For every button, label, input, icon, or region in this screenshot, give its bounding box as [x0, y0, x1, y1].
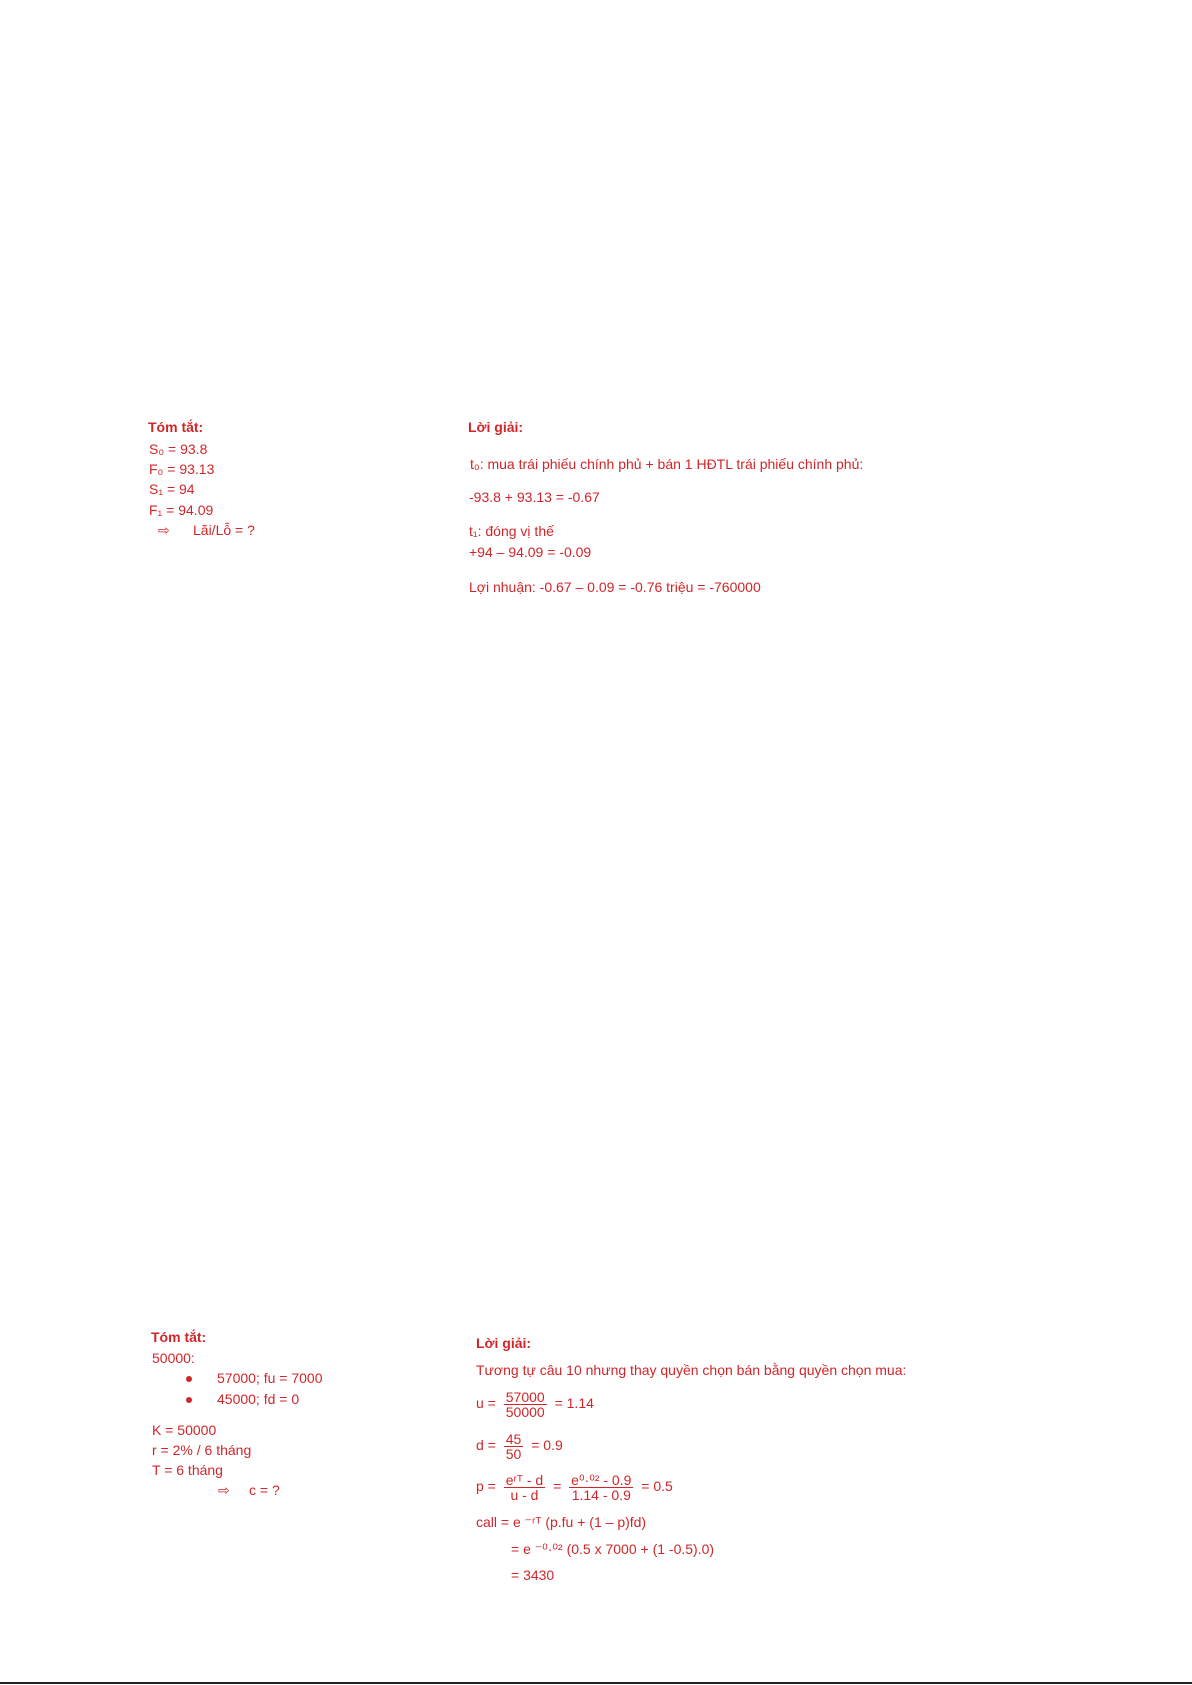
p-label: p = — [476, 1478, 496, 1495]
call-substitution: = e ⁻⁰·⁰² (0.5 x 7000 + (1 -0.5).0) — [511, 1541, 715, 1557]
intro-line: Tương tự câu 10 nhưng thay quyền chọn bán bằng quyền chọn mua: — [476, 1362, 907, 1378]
summary-heading-2: Tóm tắt: — [151, 1329, 207, 1345]
d-formula — [476, 1432, 563, 1461]
question-text: c = ? — [249, 1482, 280, 1498]
d-fraction — [504, 1432, 524, 1461]
arrow-icon: ⇨ — [158, 522, 170, 538]
p-result: = 0.5 — [641, 1478, 673, 1495]
p-denominator-2: 1.14 - 0.9 — [571, 1487, 631, 1503]
s1-value: S₁ = 94 — [149, 481, 195, 497]
arrow-icon: ⇨ — [218, 1482, 230, 1498]
page-bottom-border — [0, 1682, 1192, 1684]
bullet-icon — [186, 1376, 192, 1382]
solution-heading-2: Lời giải: — [476, 1335, 532, 1351]
time-period: T = 6 tháng — [152, 1462, 223, 1478]
u-numerator: 57000 — [505, 1389, 545, 1405]
up-state: 57000; fu = 7000 — [217, 1370, 323, 1386]
p-equals: = — [553, 1478, 562, 1495]
u-result: = 1.14 — [554, 1395, 594, 1412]
u-formula — [476, 1390, 594, 1419]
spot-price: 50000: — [152, 1350, 195, 1366]
p-denominator-1: u - d — [510, 1487, 539, 1503]
interest-rate: r = 2% / 6 tháng — [152, 1442, 252, 1458]
calc-t0: -93.8 + 93.13 = -0.67 — [469, 489, 600, 505]
t0-line: t₀: mua trái phiếu chính phủ + bán 1 HĐTL trái phiếu chính phủ: — [470, 456, 864, 472]
d-denominator: 50 — [505, 1446, 522, 1462]
p-numerator-1: eʳᵀ - d — [505, 1472, 544, 1488]
bullet-icon — [186, 1397, 192, 1403]
f1-value: F₁ = 94.09 — [149, 502, 214, 518]
u-fraction — [504, 1390, 547, 1419]
call-result: = 3430 — [511, 1567, 555, 1583]
u-denominator: 50000 — [505, 1404, 545, 1420]
f0-value: F₀ = 93.13 — [149, 461, 215, 477]
p-fraction-1 — [504, 1473, 545, 1502]
t1-line: t₁: đóng vị thế — [469, 523, 554, 539]
u-label: u = — [476, 1395, 496, 1412]
calc-t1: +94 – 94.09 = -0.09 — [469, 544, 592, 560]
p-fraction-2 — [569, 1473, 633, 1502]
d-result: = 0.9 — [531, 1437, 563, 1454]
p-numerator-2: e⁰·⁰² - 0.9 — [571, 1472, 632, 1488]
d-label: d = — [476, 1437, 496, 1454]
call-formula: call = e ⁻ʳᵀ (p.fu + (1 – p)fd) — [476, 1514, 647, 1530]
p-formula — [476, 1473, 673, 1502]
summary-heading-1: Tóm tắt: — [148, 419, 204, 435]
strike-price: K = 50000 — [152, 1422, 217, 1438]
question-text: Lãi/Lỗ = ? — [193, 522, 255, 538]
s0-value: S₀ = 93.8 — [149, 441, 208, 457]
solution-heading-1: Lời giải: — [468, 419, 524, 435]
down-state: 45000; fd = 0 — [217, 1391, 300, 1407]
d-numerator: 45 — [505, 1431, 522, 1447]
profit-line: Lợi nhuận: -0.67 – 0.09 = -0.76 triệu = -760000 — [469, 579, 761, 595]
